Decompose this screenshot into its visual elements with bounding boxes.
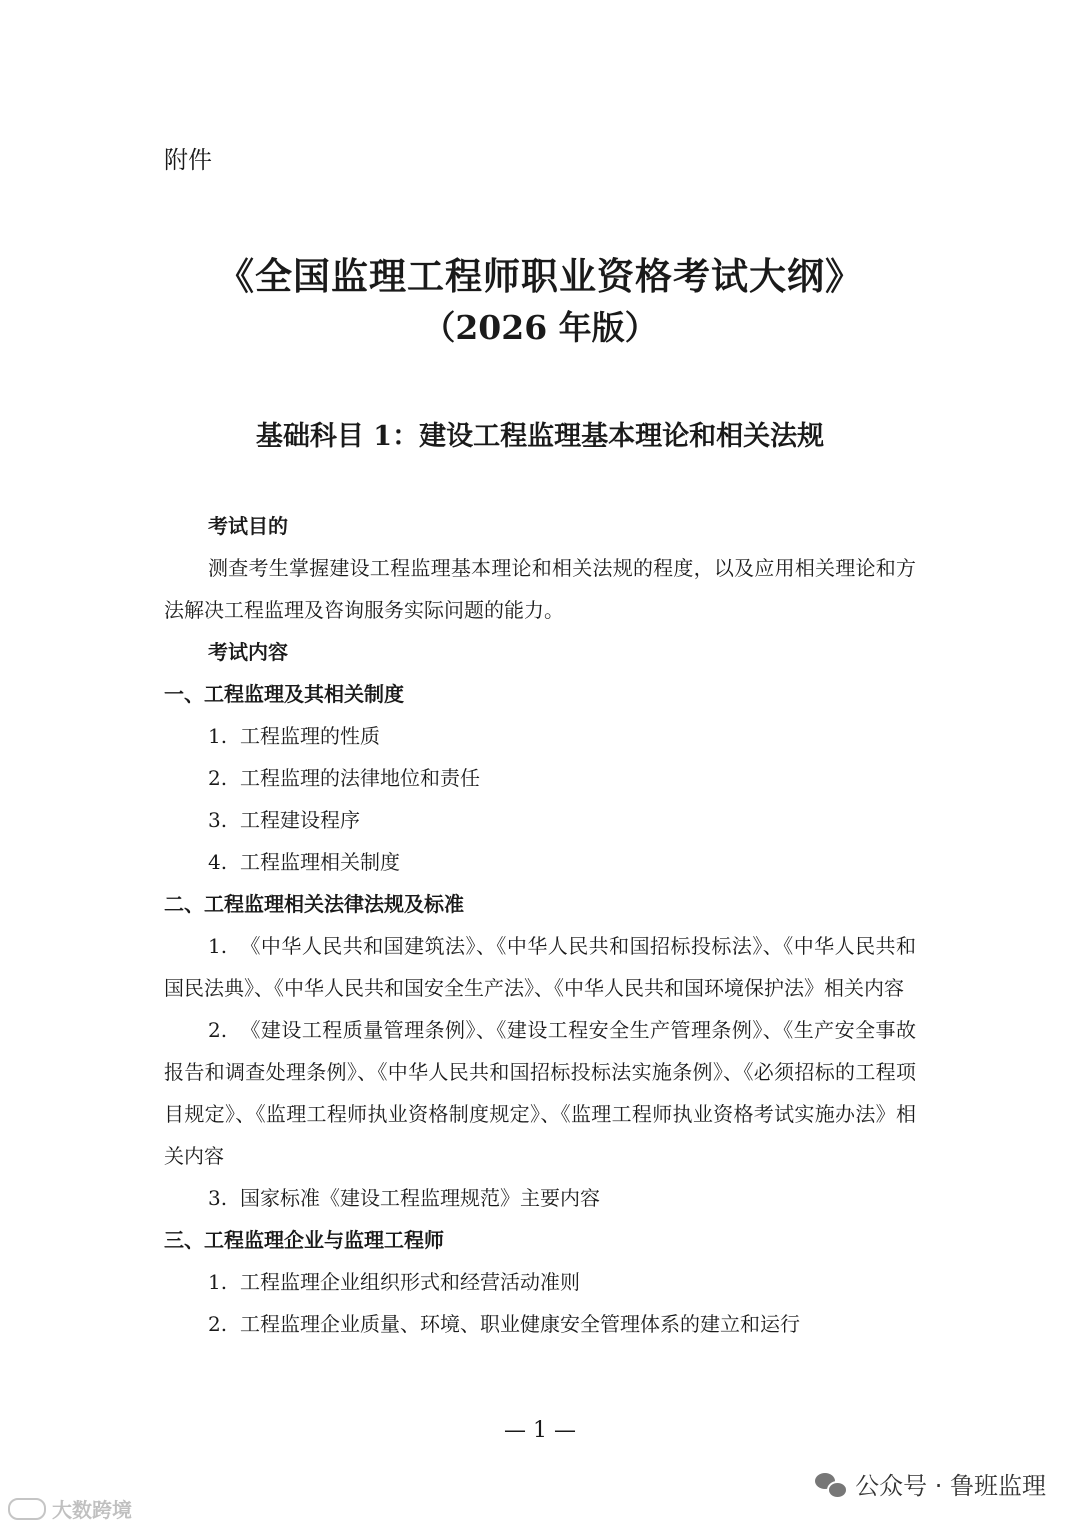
wechat-icon [815,1471,845,1497]
item-text: 工程监理的法律地位和责任 [240,766,480,790]
item-text: 工程监理相关制度 [240,850,400,874]
list-item [164,1009,916,1177]
document-title: 《全国监理工程师职业资格考试大纲》 [217,254,863,298]
list-item [164,799,916,841]
page-number: — 1 — [504,1418,576,1443]
subject-heading: 基础科目 1：建设工程监理基本理论和相关法规 [255,421,825,452]
item-number: 2. [208,766,228,790]
exam-purpose-heading: 考试目的 [208,514,288,538]
attachment-label: 附件 [164,146,212,174]
list-item [164,841,916,883]
item-number: 3. [208,808,228,832]
item-number: 1. [208,724,228,748]
wechat-account-label: 公众号 · 鲁班监理 [855,1472,1046,1500]
section-title: 一、工程监理及其相关制度 [164,682,404,706]
exam-purpose-text: 测查考生掌握建设工程监理基本理论和相关法规的程度，以及应用相关理论和方法解决工程监理及咨询服务实际问题的能力。 [164,556,916,622]
document-body [164,505,916,1345]
item-number: 2. [208,1312,228,1336]
item-number: 2. [208,1018,228,1042]
item-text: 工程监理的性质 [240,724,380,748]
list-item [164,925,916,1009]
item-text: 工程监理企业组织形式和经营活动准则 [240,1270,580,1294]
section-title: 三、工程监理企业与监理工程师 [164,1228,444,1252]
item-number: 4. [208,850,228,874]
list-item [164,1303,916,1345]
watermark-text: 大数跨境 [52,1498,132,1522]
section-title: 二、工程监理相关法律法规及标准 [164,892,464,916]
item-text: 《建设工程质量管理条例》、《建设工程安全生产管理条例》、《生产安全事故报告和调查处理条例》、《中华人民共和国招标投标法实施条例》、《必须招标的工程项目规定》、《监理工程师执业资格制度规定》、《监理工程师执业资格考试实施办法》相关内容 [164,1018,916,1168]
item-text: 工程建设程序 [240,808,360,832]
list-item [164,1261,916,1303]
wechat-account-badge [815,1466,1046,1501]
exam-content-heading: 考试内容 [208,640,288,664]
item-text: 《中华人民共和国建筑法》、《中华人民共和国招标投标法》、《中华人民共和国民法典》、《中华人民共和国安全生产法》、《中华人民共和国环境保护法》相关内容 [164,934,916,1000]
item-number: 1. [208,1270,228,1294]
list-item [164,757,916,799]
item-number: 1. [208,934,228,958]
document-edition: （2026 年版） [422,308,658,347]
watermark-logo-icon [8,1498,46,1520]
list-item [164,715,916,757]
item-text: 国家标准《建设工程监理规范》主要内容 [240,1186,600,1210]
item-text: 工程监理企业质量、环境、职业健康安全管理体系的建立和运行 [240,1312,800,1336]
item-number: 3. [208,1186,228,1210]
list-item [164,1177,916,1219]
watermark [8,1494,132,1523]
